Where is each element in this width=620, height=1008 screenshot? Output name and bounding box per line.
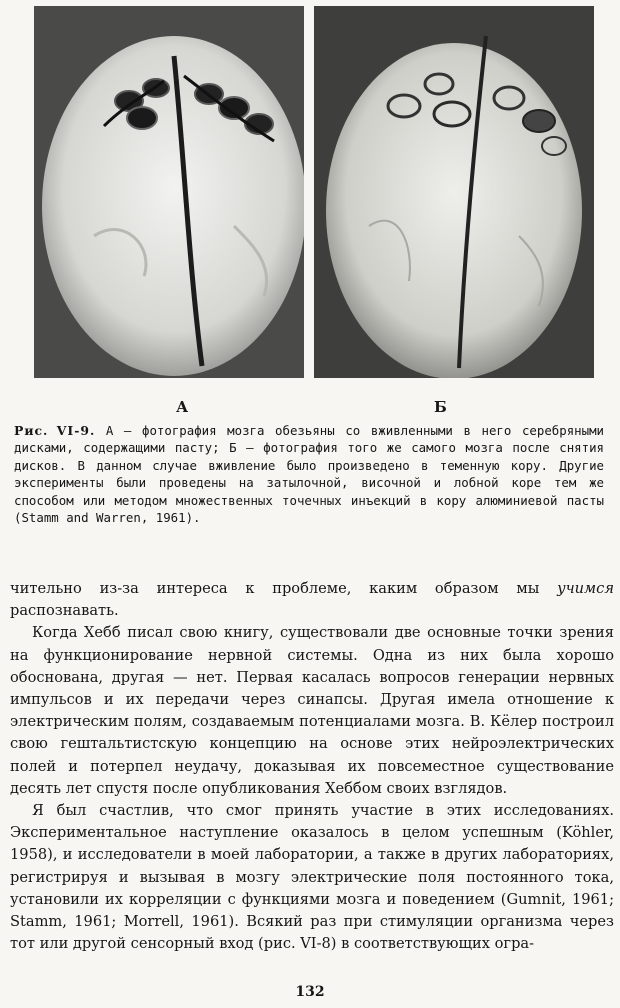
body-text [10, 578, 614, 955]
emphasized-word: учимся [557, 580, 614, 597]
brain-photo-disks-removed [314, 6, 594, 378]
caption-text: А — фотография мозга обезьяны со вживленными в него серебряными дисками, содержащими пасту; Б — фотография того же самого мозга после снятия дисков. В данном случае вживление было произведено в теменную кору. Другие эксперименты были проведены на затылочной, височной и лобной коре тем же способом или методом множественных точечных инъекций в кору алюминиевой пасты (Stamm and Warren, 1961). [14, 423, 604, 526]
figure-caption [14, 422, 604, 526]
paragraph: Я был счастлив, что смог принять участие в этих исследованиях. Экспериментальное наступление оказалось в целом успешным (Köhler, 1958), и исследователи в моей лаборатории, а также в других лабораториях, регистрируя и вызывая в мозгу электрические поля постоянного тока, установили их корреляции с функциями мозга и поведением (Gumnit, 1961; Stamm, 1961; Morrell, 1961). Всякий раз при стимуляции организма через тот или другой сенсорный вход (рис. VI-8) в соответствующих огра- [10, 802, 614, 953]
paragraph: Когда Хебб писал свою книгу, существовали две основные точки зрения на функционирование нервной системы. Одна из них была хорошо обоснована, другая — нет. Первая касалась вопросов генерации нервных импульсов и их передачи через синапсы. Другая имела отношение к электрическим полям, создаваемым потенциалами мозга. В. Кёлер построил свою гештальтистскую концепцию на основе этих нейроэлектрических полей и потерпел неудачу, доказывая их повсеместное существование десять лет спустя после опубликования Хеббом своих взглядов. [10, 624, 614, 797]
figure-label-a: А [176, 398, 189, 416]
paragraph-continuation [10, 578, 614, 622]
caption-lead: Рис. VI-9. [14, 423, 96, 438]
brain-photo-with-disks [34, 6, 304, 378]
figure-photographs [34, 6, 594, 378]
page-number: 132 [295, 984, 325, 1000]
paragraph-text: распознавать. [10, 602, 119, 620]
figure-label-b: Б [434, 398, 447, 416]
paragraph-text: чительно из-за интереса к проблеме, каким образом мы [10, 580, 558, 597]
